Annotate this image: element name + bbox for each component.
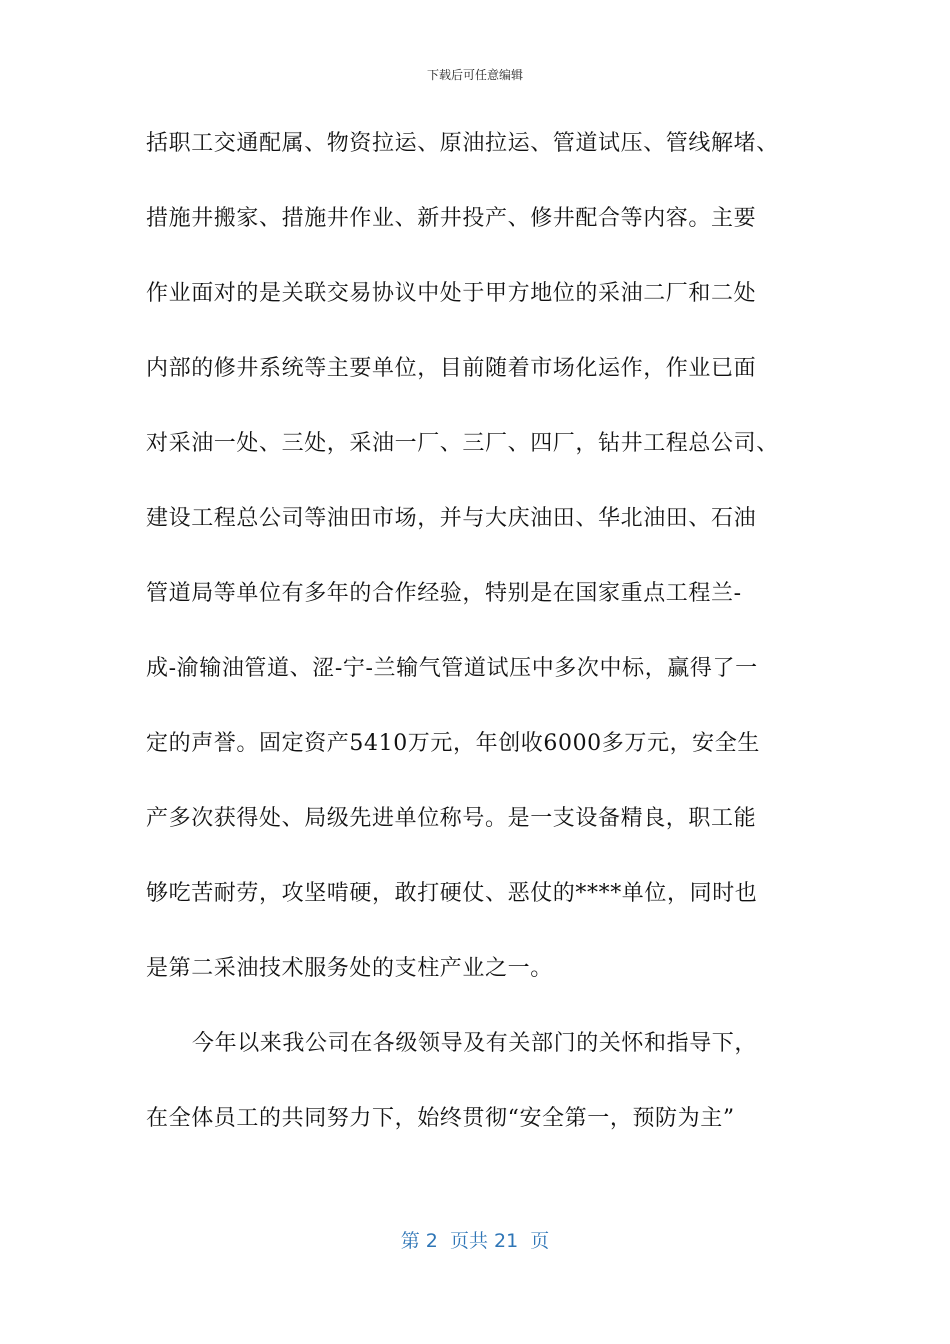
text-line: 建设工程总公司等油田市场，并与大庆油田、华北油田、石油 — [146, 506, 757, 531]
text-line: 够吃苦耐劳，攻坚啃硬，敢打硬仗、恶仗的****单位，同时也 — [146, 881, 758, 906]
paragraph-1 — [146, 122, 826, 1022]
text-line: 定的声誉。固定资产5410万元，年创收6000多万元，安全生 — [146, 731, 760, 756]
text-line: 在全体员工的共同努力下，始终贯彻“安全第一，预防为主” — [146, 1106, 735, 1131]
paragraph-2 — [146, 1022, 826, 1172]
text-line: 管道局等单位有多年的合作经验，特别是在国家重点工程兰- — [146, 581, 742, 606]
document-body — [146, 122, 826, 1172]
text-line: 括职工交通配属、物资拉运、原油拉运、管道试压、管线解堵、 — [146, 131, 779, 156]
page-number-footer: 第 2 页共 21 页 — [400, 1230, 550, 1252]
text-line: 今年以来我公司在各级领导及有关部门的关怀和指导下， — [192, 1031, 758, 1056]
text-line: 措施井搬家、措施井作业、新井投产、修井配合等内容。主要 — [146, 206, 757, 231]
text-line: 对采油一处、三处，采油一厂、三厂、四厂，钻井工程总公司、 — [146, 431, 779, 456]
text-line: 是第二采油技术服务处的支柱产业之一。 — [146, 956, 553, 981]
page-header: 下载后可任意编辑 — [426, 68, 523, 82]
text-line: 内部的修井系统等主要单位，目前随着市场化运作，作业已面 — [146, 356, 757, 381]
text-line: 产多次获得处、局级先进单位称号。是一支设备精良，职工能 — [146, 806, 757, 831]
text-line: 成-渝输油管道、涩-宁-兰输气管道试压中多次中标，赢得了一 — [146, 656, 758, 681]
text-line: 作业面对的是关联交易协议中处于甲方地位的采油二厂和二处 — [146, 281, 757, 306]
